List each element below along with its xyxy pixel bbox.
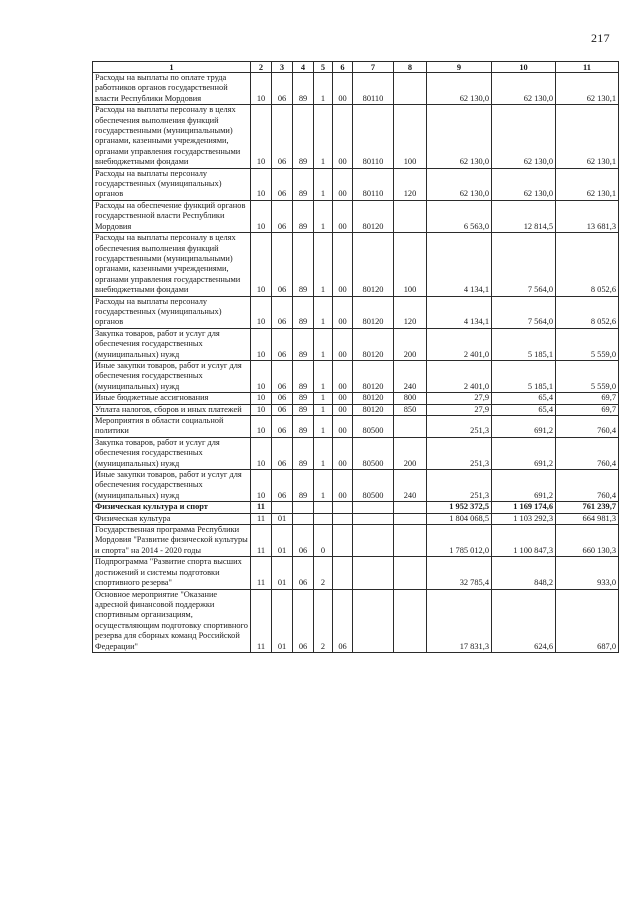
- amount-year2-cell: 848,2: [492, 557, 556, 589]
- row-name-cell: Расходы на выплаты персоналу в целях обеспечения выполнения функций государственными (муниципальными) органами, казенными учреждениями, органами управления государственными внебюджетными фондами: [93, 105, 251, 168]
- expense-type-cell: 200: [394, 328, 427, 360]
- amount-year1-cell: 4 134,1: [427, 233, 492, 296]
- amount-year2-cell: 65,4: [492, 393, 556, 404]
- subprogram-code-cell: 1: [314, 168, 333, 200]
- program-code-cell: 06: [293, 525, 314, 557]
- expense-type-cell: [394, 513, 427, 524]
- row-name-cell: Закупка товаров, работ и услуг для обеспечения государственных (муниципальных) нужд: [93, 437, 251, 469]
- section-code-cell: 11: [251, 525, 272, 557]
- subsection-code-cell: 06: [272, 200, 293, 232]
- section-code-cell: 10: [251, 360, 272, 392]
- program-code-cell: 06: [293, 589, 314, 652]
- expense-type-cell: [394, 589, 427, 652]
- program-code-cell: 89: [293, 416, 314, 438]
- program-code-cell: 89: [293, 105, 314, 168]
- amount-year2-cell: 62 130,0: [492, 73, 556, 105]
- table-row: [93, 105, 619, 168]
- expense-type-cell: [394, 73, 427, 105]
- section-code-cell: 10: [251, 73, 272, 105]
- direction-code-cell: 80120: [353, 328, 394, 360]
- program-code-cell: 89: [293, 328, 314, 360]
- program-code-cell: 89: [293, 296, 314, 328]
- expense-type-cell: [394, 502, 427, 513]
- amount-year1-cell: 1 804 068,5: [427, 513, 492, 524]
- expense-type-cell: 120: [394, 168, 427, 200]
- header-row: [93, 62, 619, 73]
- program-code-cell: [293, 502, 314, 513]
- budget-table: [92, 61, 619, 653]
- subsection-code-cell: 01: [272, 557, 293, 589]
- row-name-cell: Физическая культура и спорт: [93, 502, 251, 513]
- amount-year2-cell: 691,2: [492, 470, 556, 502]
- table-row: [93, 404, 619, 415]
- event-code-cell: 00: [333, 328, 353, 360]
- row-name-cell: Подпрограмма "Развитие спорта высших достижений и системы подготовки спортивного резерва": [93, 557, 251, 589]
- table-row: [93, 525, 619, 557]
- amount-year3-cell: 62 130,1: [556, 168, 619, 200]
- event-code-cell: 00: [333, 73, 353, 105]
- column-header: 2: [251, 62, 272, 73]
- expense-type-cell: 850: [394, 404, 427, 415]
- event-code-cell: 06: [333, 589, 353, 652]
- expense-type-cell: 100: [394, 105, 427, 168]
- expense-type-cell: 200: [394, 437, 427, 469]
- table-row: [93, 416, 619, 438]
- amount-year2-cell: 624,6: [492, 589, 556, 652]
- table-row: [93, 589, 619, 652]
- column-header: 5: [314, 62, 333, 73]
- event-code-cell: 00: [333, 404, 353, 415]
- event-code-cell: 00: [333, 393, 353, 404]
- event-code-cell: 00: [333, 168, 353, 200]
- column-header: 4: [293, 62, 314, 73]
- subsection-code-cell: 06: [272, 393, 293, 404]
- amount-year3-cell: 760,4: [556, 470, 619, 502]
- amount-year3-cell: 761 239,7: [556, 502, 619, 513]
- section-code-cell: 10: [251, 296, 272, 328]
- amount-year3-cell: 664 981,3: [556, 513, 619, 524]
- amount-year1-cell: 2 401,0: [427, 360, 492, 392]
- amount-year2-cell: 5 185,1: [492, 328, 556, 360]
- column-header: 9: [427, 62, 492, 73]
- program-code-cell: 89: [293, 73, 314, 105]
- table-row: [93, 73, 619, 105]
- direction-code-cell: 80120: [353, 404, 394, 415]
- direction-code-cell: 80120: [353, 393, 394, 404]
- amount-year3-cell: 660 130,3: [556, 525, 619, 557]
- direction-code-cell: 80110: [353, 168, 394, 200]
- amount-year1-cell: 62 130,0: [427, 168, 492, 200]
- section-code-cell: 10: [251, 328, 272, 360]
- subprogram-code-cell: 1: [314, 393, 333, 404]
- row-name-cell: Иные бюджетные ассигнования: [93, 393, 251, 404]
- section-code-cell: 11: [251, 513, 272, 524]
- amount-year1-cell: 32 785,4: [427, 557, 492, 589]
- event-code-cell: [333, 513, 353, 524]
- subprogram-code-cell: 1: [314, 416, 333, 438]
- amount-year2-cell: 12 814,5: [492, 200, 556, 232]
- program-code-cell: 89: [293, 233, 314, 296]
- subprogram-code-cell: 0: [314, 525, 333, 557]
- amount-year3-cell: 69,7: [556, 404, 619, 415]
- amount-year2-cell: 1 103 292,3: [492, 513, 556, 524]
- subprogram-code-cell: 1: [314, 437, 333, 469]
- program-code-cell: 89: [293, 437, 314, 469]
- program-code-cell: 06: [293, 557, 314, 589]
- amount-year1-cell: 62 130,0: [427, 73, 492, 105]
- amount-year2-cell: 691,2: [492, 437, 556, 469]
- amount-year3-cell: 5 559,0: [556, 328, 619, 360]
- row-name-cell: Расходы на выплаты персоналу государственных (муниципальных) органов: [93, 168, 251, 200]
- direction-code-cell: 80120: [353, 233, 394, 296]
- direction-code-cell: 80120: [353, 360, 394, 392]
- event-code-cell: [333, 525, 353, 557]
- subprogram-code-cell: 1: [314, 73, 333, 105]
- program-code-cell: 89: [293, 168, 314, 200]
- section-code-cell: 11: [251, 557, 272, 589]
- subprogram-code-cell: 1: [314, 328, 333, 360]
- event-code-cell: 00: [333, 105, 353, 168]
- expense-type-cell: [394, 416, 427, 438]
- amount-year3-cell: 760,4: [556, 437, 619, 469]
- subsection-code-cell: 06: [272, 296, 293, 328]
- row-name-cell: Расходы на выплаты по оплате труда работников органов государственной власти Республики Мордовия: [93, 73, 251, 105]
- subprogram-code-cell: 1: [314, 404, 333, 415]
- subprogram-code-cell: 1: [314, 233, 333, 296]
- column-header: 8: [394, 62, 427, 73]
- amount-year2-cell: 62 130,0: [492, 105, 556, 168]
- event-code-cell: 00: [333, 200, 353, 232]
- amount-year3-cell: 69,7: [556, 393, 619, 404]
- row-name-cell: Уплата налогов, сборов и иных платежей: [93, 404, 251, 415]
- section-code-cell: 10: [251, 416, 272, 438]
- row-name-cell: Физическая культура: [93, 513, 251, 524]
- amount-year2-cell: 7 564,0: [492, 233, 556, 296]
- expense-type-cell: [394, 200, 427, 232]
- program-code-cell: 89: [293, 404, 314, 415]
- subsection-code-cell: 06: [272, 168, 293, 200]
- table-row: [93, 168, 619, 200]
- section-code-cell: 10: [251, 404, 272, 415]
- direction-code-cell: 80110: [353, 73, 394, 105]
- amount-year1-cell: 62 130,0: [427, 105, 492, 168]
- amount-year1-cell: 4 134,1: [427, 296, 492, 328]
- row-name-cell: Расходы на выплаты персоналу государственных (муниципальных) органов: [93, 296, 251, 328]
- amount-year1-cell: 251,3: [427, 416, 492, 438]
- event-code-cell: 00: [333, 296, 353, 328]
- row-name-cell: Государственная программа Республики Мордовия "Развитие физической культуры и спорта" на 2014 - 2020 годы: [93, 525, 251, 557]
- subsection-code-cell: 06: [272, 360, 293, 392]
- direction-code-cell: 80120: [353, 200, 394, 232]
- table-row: [93, 470, 619, 502]
- section-code-cell: 10: [251, 393, 272, 404]
- table-row: [93, 502, 619, 513]
- amount-year1-cell: 1 785 012,0: [427, 525, 492, 557]
- subprogram-code-cell: 1: [314, 200, 333, 232]
- amount-year1-cell: 251,3: [427, 470, 492, 502]
- event-code-cell: [333, 502, 353, 513]
- column-header: 10: [492, 62, 556, 73]
- program-code-cell: 89: [293, 360, 314, 392]
- subprogram-code-cell: 1: [314, 296, 333, 328]
- amount-year3-cell: 62 130,1: [556, 105, 619, 168]
- table-row: [93, 328, 619, 360]
- column-header: 1: [93, 62, 251, 73]
- amount-year2-cell: 65,4: [492, 404, 556, 415]
- amount-year2-cell: 62 130,0: [492, 168, 556, 200]
- row-name-cell: Расходы на обеспечение функций органов государственной власти Республики Мордовия: [93, 200, 251, 232]
- subsection-code-cell: 06: [272, 404, 293, 415]
- amount-year3-cell: 760,4: [556, 416, 619, 438]
- direction-code-cell: [353, 502, 394, 513]
- column-header: 6: [333, 62, 353, 73]
- amount-year2-cell: 1 100 847,3: [492, 525, 556, 557]
- row-name-cell: Мероприятия в области социальной политики: [93, 416, 251, 438]
- event-code-cell: 00: [333, 437, 353, 469]
- subsection-code-cell: 06: [272, 437, 293, 469]
- direction-code-cell: [353, 557, 394, 589]
- column-header: 7: [353, 62, 394, 73]
- amount-year1-cell: 251,3: [427, 437, 492, 469]
- amount-year3-cell: 8 052,6: [556, 233, 619, 296]
- expense-type-cell: 120: [394, 296, 427, 328]
- expense-type-cell: 100: [394, 233, 427, 296]
- section-code-cell: 10: [251, 168, 272, 200]
- amount-year3-cell: 687,0: [556, 589, 619, 652]
- section-code-cell: 10: [251, 470, 272, 502]
- event-code-cell: 00: [333, 416, 353, 438]
- subsection-code-cell: 01: [272, 513, 293, 524]
- column-header: 11: [556, 62, 619, 73]
- section-code-cell: 11: [251, 502, 272, 513]
- row-name-cell: Основное мероприятие "Оказание адресной финансовой поддержки спортивным организациям, осуществляющим подготовку спортивного резерва для сборных команд Российской Федерации": [93, 589, 251, 652]
- amount-year3-cell: 8 052,6: [556, 296, 619, 328]
- row-name-cell: Расходы на выплаты персоналу в целях обеспечения выполнения функций государственными (муниципальными) органами, казенными учреждениями, органами управления государственными внебюджетными фондами: [93, 233, 251, 296]
- event-code-cell: 00: [333, 360, 353, 392]
- section-code-cell: 10: [251, 105, 272, 168]
- table-row: [93, 437, 619, 469]
- direction-code-cell: [353, 525, 394, 557]
- amount-year3-cell: 933,0: [556, 557, 619, 589]
- subprogram-code-cell: [314, 502, 333, 513]
- section-code-cell: 10: [251, 437, 272, 469]
- expense-type-cell: 800: [394, 393, 427, 404]
- table-body: [93, 73, 619, 653]
- subsection-code-cell: 06: [272, 73, 293, 105]
- event-code-cell: [333, 557, 353, 589]
- subsection-code-cell: 06: [272, 470, 293, 502]
- section-code-cell: 11: [251, 589, 272, 652]
- subsection-code-cell: 01: [272, 589, 293, 652]
- column-header: 3: [272, 62, 293, 73]
- section-code-cell: 10: [251, 200, 272, 232]
- subsection-code-cell: 01: [272, 525, 293, 557]
- amount-year3-cell: 62 130,1: [556, 73, 619, 105]
- event-code-cell: 00: [333, 233, 353, 296]
- subprogram-code-cell: 1: [314, 360, 333, 392]
- amount-year3-cell: 13 681,3: [556, 200, 619, 232]
- page-number: 217: [591, 31, 610, 45]
- subsection-code-cell: 06: [272, 105, 293, 168]
- program-code-cell: 89: [293, 470, 314, 502]
- amount-year2-cell: 7 564,0: [492, 296, 556, 328]
- amount-year1-cell: 27,9: [427, 404, 492, 415]
- expense-type-cell: 240: [394, 360, 427, 392]
- direction-code-cell: 80120: [353, 296, 394, 328]
- subprogram-code-cell: 2: [314, 589, 333, 652]
- direction-code-cell: 80500: [353, 416, 394, 438]
- direction-code-cell: 80500: [353, 470, 394, 502]
- subprogram-code-cell: 1: [314, 470, 333, 502]
- program-code-cell: 89: [293, 393, 314, 404]
- expense-type-cell: 240: [394, 470, 427, 502]
- amount-year1-cell: 2 401,0: [427, 328, 492, 360]
- table-row: [93, 233, 619, 296]
- subsection-code-cell: [272, 502, 293, 513]
- direction-code-cell: [353, 589, 394, 652]
- table-row: [93, 513, 619, 524]
- subsection-code-cell: 06: [272, 416, 293, 438]
- expense-type-cell: [394, 525, 427, 557]
- subsection-code-cell: 06: [272, 328, 293, 360]
- direction-code-cell: 80500: [353, 437, 394, 469]
- amount-year2-cell: 691,2: [492, 416, 556, 438]
- row-name-cell: Иные закупки товаров, работ и услуг для обеспечения государственных (муниципальных) нужд: [93, 470, 251, 502]
- table-row: [93, 200, 619, 232]
- row-name-cell: Закупка товаров, работ и услуг для обеспечения государственных (муниципальных) нужд: [93, 328, 251, 360]
- amount-year1-cell: 6 563,0: [427, 200, 492, 232]
- event-code-cell: 00: [333, 470, 353, 502]
- subsection-code-cell: 06: [272, 233, 293, 296]
- amount-year1-cell: 1 952 372,5: [427, 502, 492, 513]
- subprogram-code-cell: 2: [314, 557, 333, 589]
- table-row: [93, 557, 619, 589]
- expense-type-cell: [394, 557, 427, 589]
- table-row: [93, 360, 619, 392]
- table-row: [93, 393, 619, 404]
- amount-year2-cell: 1 169 174,6: [492, 502, 556, 513]
- subprogram-code-cell: 1: [314, 105, 333, 168]
- subprogram-code-cell: [314, 513, 333, 524]
- amount-year1-cell: 17 831,3: [427, 589, 492, 652]
- direction-code-cell: 80110: [353, 105, 394, 168]
- amount-year1-cell: 27,9: [427, 393, 492, 404]
- table-row: [93, 296, 619, 328]
- direction-code-cell: [353, 513, 394, 524]
- amount-year3-cell: 5 559,0: [556, 360, 619, 392]
- section-code-cell: 10: [251, 233, 272, 296]
- row-name-cell: Иные закупки товаров, работ и услуг для обеспечения государственных (муниципальных) нужд: [93, 360, 251, 392]
- program-code-cell: [293, 513, 314, 524]
- program-code-cell: 89: [293, 200, 314, 232]
- amount-year2-cell: 5 185,1: [492, 360, 556, 392]
